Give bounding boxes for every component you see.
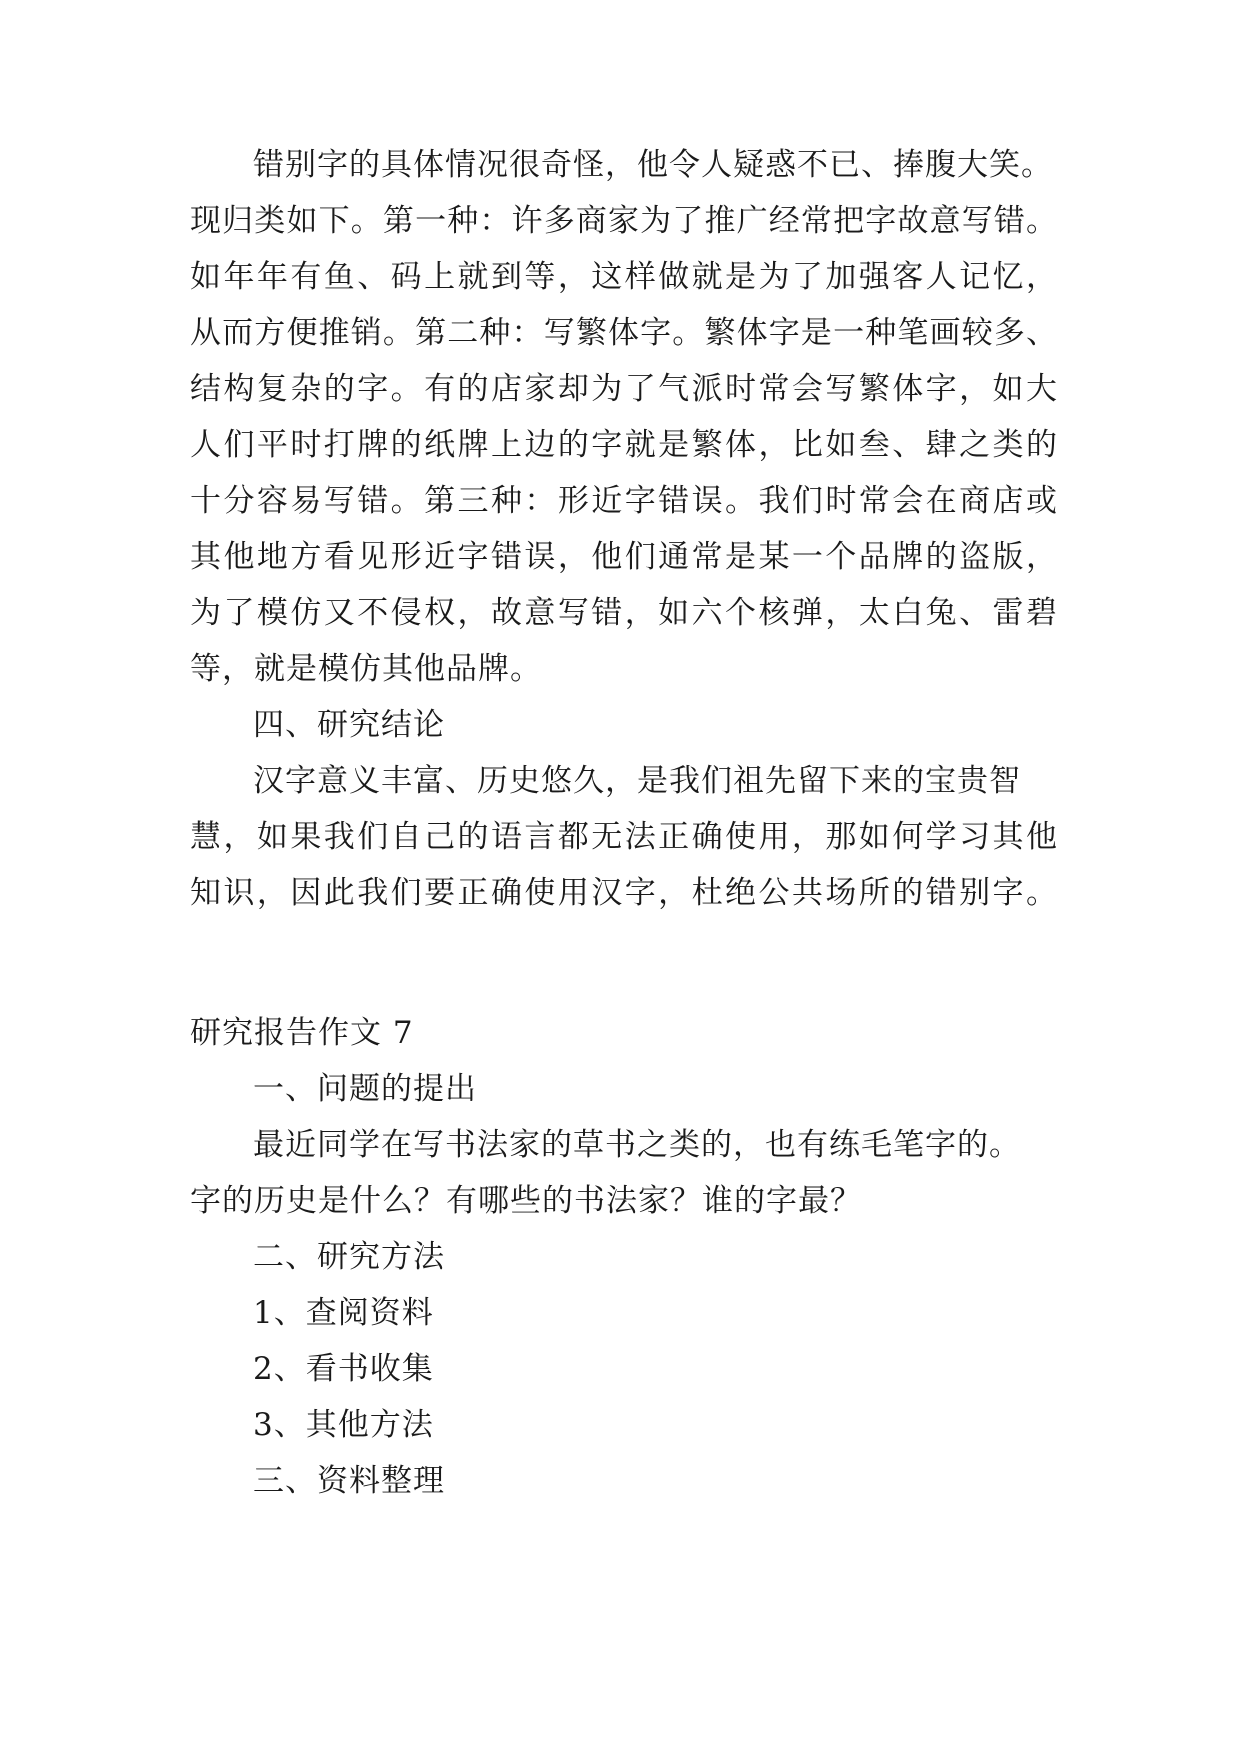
paragraph-line: 汉字意义丰富、历史悠久，是我们祖先留下来的宝贵智 [253, 763, 1021, 799]
paragraph-line: 十分容易写错。第三种：形近字错误。我们时常会在商店或 [190, 483, 1058, 519]
paragraph-line: 其他地方看见形近字错误，他们通常是某一个品牌的盗版， [190, 539, 1058, 575]
section-heading: 二、研究方法 [253, 1239, 445, 1275]
paragraph-line: 为了模仿又不侵权，故意写错，如六个核弹，太白兔、雷碧 [190, 595, 1058, 631]
paragraph-line: 错别字的具体情况很奇怪，他令人疑惑不已、捧腹大笑。 [253, 147, 1053, 183]
paragraph-line: 如年年有鱼、码上就到等，这样做就是为了加强客人记忆， [190, 259, 1058, 295]
paragraph-line: 字的历史是什么？有哪些的书法家？谁的字最？ [190, 1183, 862, 1219]
list-item: 1、查阅资料 [253, 1295, 434, 1331]
paragraph-line: 现归类如下。第一种：许多商家为了推广经常把字故意写错。 [190, 203, 1058, 239]
paragraph-line: 最近同学在写书法家的草书之类的，也有练毛笔字的。 [253, 1127, 1021, 1163]
paragraph-line: 从而方便推销。第二种：写繁体字。繁体字是一种笔画较多、 [190, 315, 1058, 351]
section-heading: 一、问题的提出 [253, 1071, 477, 1107]
paragraph-line: 结构复杂的字。有的店家却为了气派时常会写繁体字，如大 [190, 371, 1058, 407]
section-heading: 三、资料整理 [253, 1463, 445, 1499]
list-item: 2、看书收集 [253, 1351, 434, 1387]
paragraph-line: 人们平时打牌的纸牌上边的字就是繁体，比如叁、肆之类的 [190, 427, 1058, 463]
list-item: 3、其他方法 [253, 1407, 434, 1443]
paragraph-line: 等，就是模仿其他品牌。 [190, 651, 542, 687]
document-title: 研究报告作文 7 [190, 1015, 414, 1051]
paragraph-line: 慧，如果我们自己的语言都无法正确使用，那如何学习其他 [190, 819, 1058, 855]
paragraph-line: 知识，因此我们要正确使用汉字，杜绝公共场所的错别字。 [190, 875, 1058, 911]
section-heading: 四、研究结论 [253, 707, 445, 743]
